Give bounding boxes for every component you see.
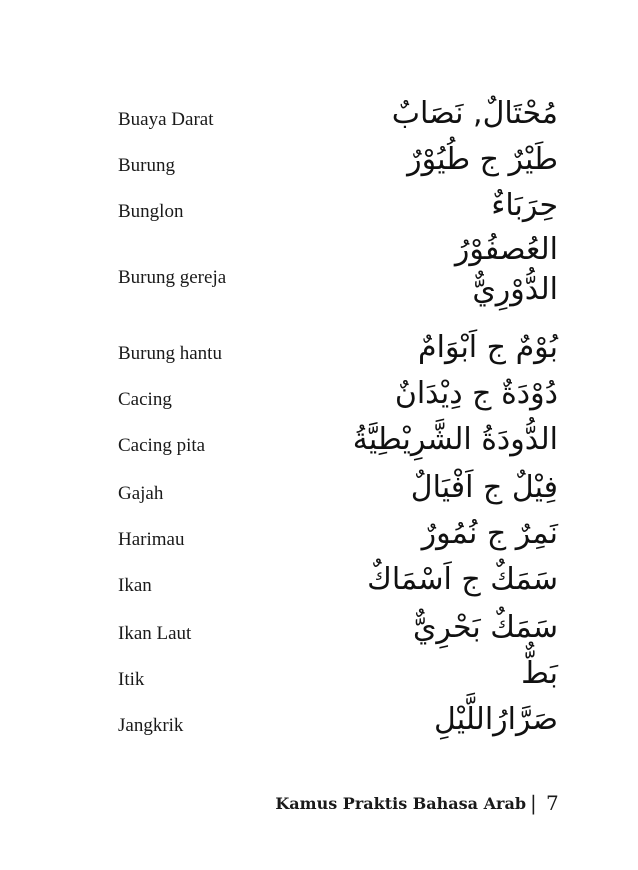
arabic-line: طَيْرٌ ج طُيُوْرٌ xyxy=(407,142,558,177)
arabic-translation xyxy=(422,514,558,554)
arabic-translation xyxy=(395,374,558,414)
arabic-line: مُحْتَالٌ, نَصَابٌ xyxy=(391,96,558,131)
arabic-translation xyxy=(521,654,558,694)
indonesian-word: Burung xyxy=(118,155,175,176)
arabic-line: العُصفُوْرُ xyxy=(454,232,558,267)
arabic-translation xyxy=(413,608,558,648)
indonesian-word: Ikan Laut xyxy=(118,623,192,644)
indonesian-word: Jangkrik xyxy=(118,715,184,736)
arabic-translation xyxy=(353,420,558,460)
arabic-translation xyxy=(411,468,558,508)
indonesian-word: Ikan xyxy=(118,575,152,596)
arabic-translation xyxy=(392,94,558,134)
indonesian-word: Buaya Darat xyxy=(118,109,214,130)
arabic-line: نَمِرٌ ج نُمُورٌ xyxy=(421,516,558,551)
arabic-line: الدُّودَةُ الشَّرِيْطِيَّةُ xyxy=(352,422,558,457)
arabic-line: دُوْدَةٌ ج دِيْدَانٌ xyxy=(394,376,558,411)
indonesian-word: Itik xyxy=(118,669,145,690)
book-title: Kamus Praktis Bahasa Arab xyxy=(275,794,526,813)
arabic-line: بُوْمٌ ج اَبْوَامٌ xyxy=(418,330,558,365)
indonesian-word: Burung gereja xyxy=(118,267,227,288)
arabic-line: الدُّوْرِيٌّ xyxy=(472,272,558,307)
indonesian-word: Harimau xyxy=(118,529,185,550)
indonesian-word: Bunglon xyxy=(118,201,184,222)
footer-separator: | xyxy=(530,791,537,815)
indonesian-word: Cacing xyxy=(118,389,172,410)
arabic-line: بَطٌّ xyxy=(521,656,558,691)
arabic-translation xyxy=(407,140,558,180)
indonesian-word: Burung hantu xyxy=(118,343,222,364)
page-footer xyxy=(0,790,638,820)
arabic-line: حِرَبَاءٌ xyxy=(491,188,558,223)
page-number: 7 xyxy=(546,791,559,815)
arabic-translation xyxy=(491,186,558,226)
arabic-line: صَرَّارُاللَّيْلِ xyxy=(433,702,558,737)
arabic-translation xyxy=(455,230,558,310)
arabic-translation xyxy=(418,328,558,368)
arabic-line: فِيْلٌ ج اَفْيَالٌ xyxy=(410,470,558,505)
arabic-line: سَمَكٌ بَحْرِيٌّ xyxy=(412,610,558,645)
arabic-line: سَمَكٌ ج اَسْمَاكٌ xyxy=(367,562,558,597)
indonesian-word: Gajah xyxy=(118,483,164,504)
arabic-translation xyxy=(367,560,558,600)
indonesian-word: Cacing pita xyxy=(118,435,206,456)
arabic-translation xyxy=(434,700,558,740)
